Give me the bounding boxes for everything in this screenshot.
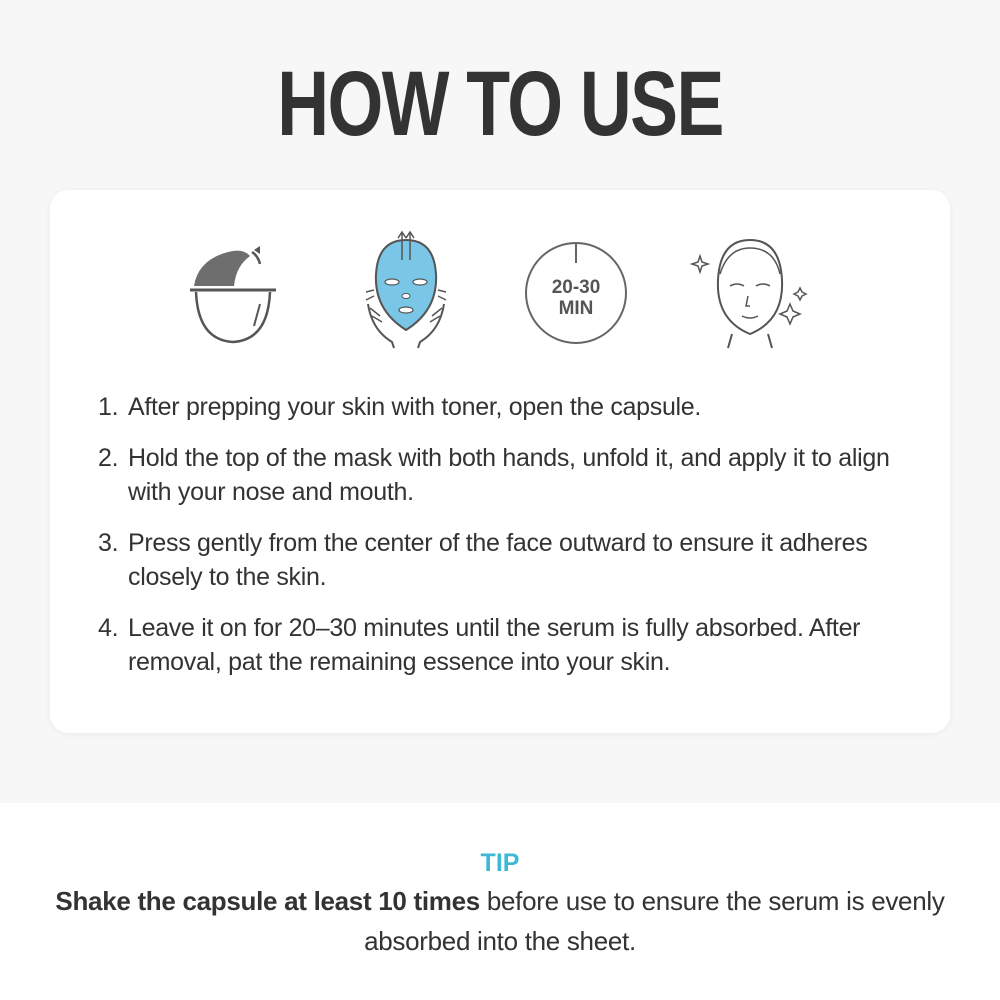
- glowing-face-icon: [688, 234, 812, 350]
- capsule-open-icon: [188, 230, 278, 345]
- step-number: 4.: [98, 614, 119, 642]
- page-title: HOW TO USE: [277, 53, 723, 155]
- instructions-card: [50, 190, 950, 733]
- step-number: 3.: [98, 529, 119, 557]
- step-item: [98, 526, 938, 594]
- timer-icon: [524, 241, 628, 345]
- step-text: Press gently from the center of the face outward to ensure it adheres closely to the skin.: [128, 529, 868, 591]
- step-text: Hold the top of the mask with both hands, unfold it, and apply it to align with your nose and mouth.: [128, 444, 890, 506]
- instruction-steps: [98, 390, 938, 696]
- tip-bold-text: Shake the capsule at least 10 times: [55, 886, 480, 916]
- step-text: Leave it on for 20–30 minutes until the serum is fully absorbed. After removal, pat the remaining essence into your skin.: [128, 614, 861, 676]
- tip-label: TIP: [480, 849, 520, 877]
- timer-duration-label: 20-30: [551, 277, 601, 298]
- step-icons-row: [50, 230, 950, 350]
- step-number: 1.: [98, 393, 119, 421]
- step-number: 2.: [98, 444, 119, 472]
- step-text: After prepping your skin with toner, open the capsule.: [128, 393, 702, 421]
- step-item: [98, 611, 938, 679]
- timer-unit-label: MIN: [558, 298, 594, 319]
- face-mask-apply-icon: [358, 230, 454, 350]
- step-item: [98, 390, 938, 424]
- tip-rest-text: before use to ensure the serum is evenly absorbed into the sheet.: [364, 886, 945, 956]
- tip-text: [0, 881, 1000, 961]
- step-item: [98, 441, 938, 509]
- tip-section: [0, 803, 1000, 1000]
